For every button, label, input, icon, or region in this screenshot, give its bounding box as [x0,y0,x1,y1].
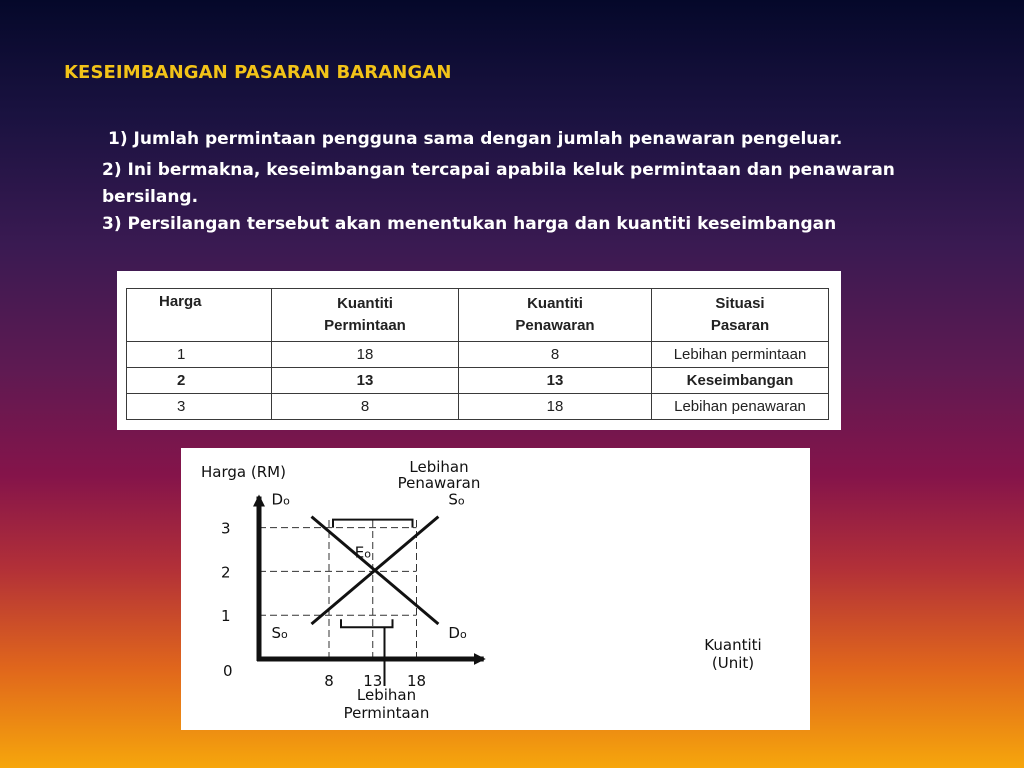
y-axis-label: Harga (RM) [201,463,286,481]
slide-title: KESEIMBANGAN PASARAN BARANGAN [64,62,452,83]
surplus-label-line1: Lebihan [409,458,469,476]
equilibrium-label: Eo [354,543,371,562]
x-tick-label: 8 [324,672,334,690]
cell-situasi: Lebihan penawaran [652,394,829,420]
table-header-row [127,289,829,342]
header-kp-line2: Permintaan [324,317,406,334]
table-row [127,368,829,394]
cell-penawaran: 8 [459,342,652,368]
y-tick-label: 2 [221,563,231,582]
surplus-label-line2: Penawaran [397,474,481,492]
x-tick-label: 13 [363,672,383,690]
header-kp-line1: Kuantiti [337,295,393,312]
shortage-label-line2: Permintaan [343,704,430,722]
header-sp-line1: Situasi [715,295,765,312]
table-row [127,394,829,420]
cell-permintaan: 13 [272,368,459,394]
origin-label: 0 [223,662,233,680]
cell-harga: 3 [127,394,272,420]
header-kw-line1: Kuantiti [527,295,583,312]
cell-permintaan: 8 [272,394,459,420]
point-list [102,126,982,238]
header-kuantiti-penawaran [459,289,652,342]
point-3: 3) Persilangan tersebut akan menentukan harga dan kuantiti keseimbangan [102,214,837,234]
x-axis-label-line1: Kuantiti [704,636,762,654]
header-harga-line1: Harga [159,293,202,310]
cell-harga: 1 [127,342,272,368]
cell-situasi: Lebihan permintaan [652,342,829,368]
series-label-d: Do [448,623,467,642]
supply-demand-chart [181,448,810,730]
series-label-s: So [271,623,288,642]
header-sp-line2: Pasaran [710,317,770,334]
market-schedule-table [126,288,829,420]
x-tick-label: 18 [406,672,427,690]
cell-penawaran: 13 [459,368,652,394]
cell-penawaran: 18 [459,394,652,420]
supply-demand-chart-panel [181,448,810,730]
header-situasi-pasaran [652,289,829,342]
cell-harga: 2 [127,368,272,394]
header-harga [127,289,272,342]
table-row [127,342,829,368]
cell-permintaan: 18 [272,342,459,368]
y-tick-label: 3 [221,519,231,538]
x-axis-label-line2: (Unit) [711,654,755,672]
y-tick-label: 1 [221,607,231,626]
point-1: 1) Jumlah permintaan pengguna sama dengan jumlah penawaran pengeluar. [108,129,843,149]
shortage-bracket [341,619,393,627]
header-kuantiti-permintaan [272,289,459,342]
schedule-table-panel [117,271,841,430]
cell-situasi: Keseimbangan [652,368,829,394]
series-label-d: Do [271,490,290,509]
series-label-s: So [448,490,465,509]
point-2: 2) Ini bermakna, keseimbangan tercapai apabila keluk permintaan dan penawaran bersilang. [102,160,895,207]
shortage-label-line1: Lebihan [356,686,417,704]
header-kw-line2: Penawaran [515,317,595,334]
